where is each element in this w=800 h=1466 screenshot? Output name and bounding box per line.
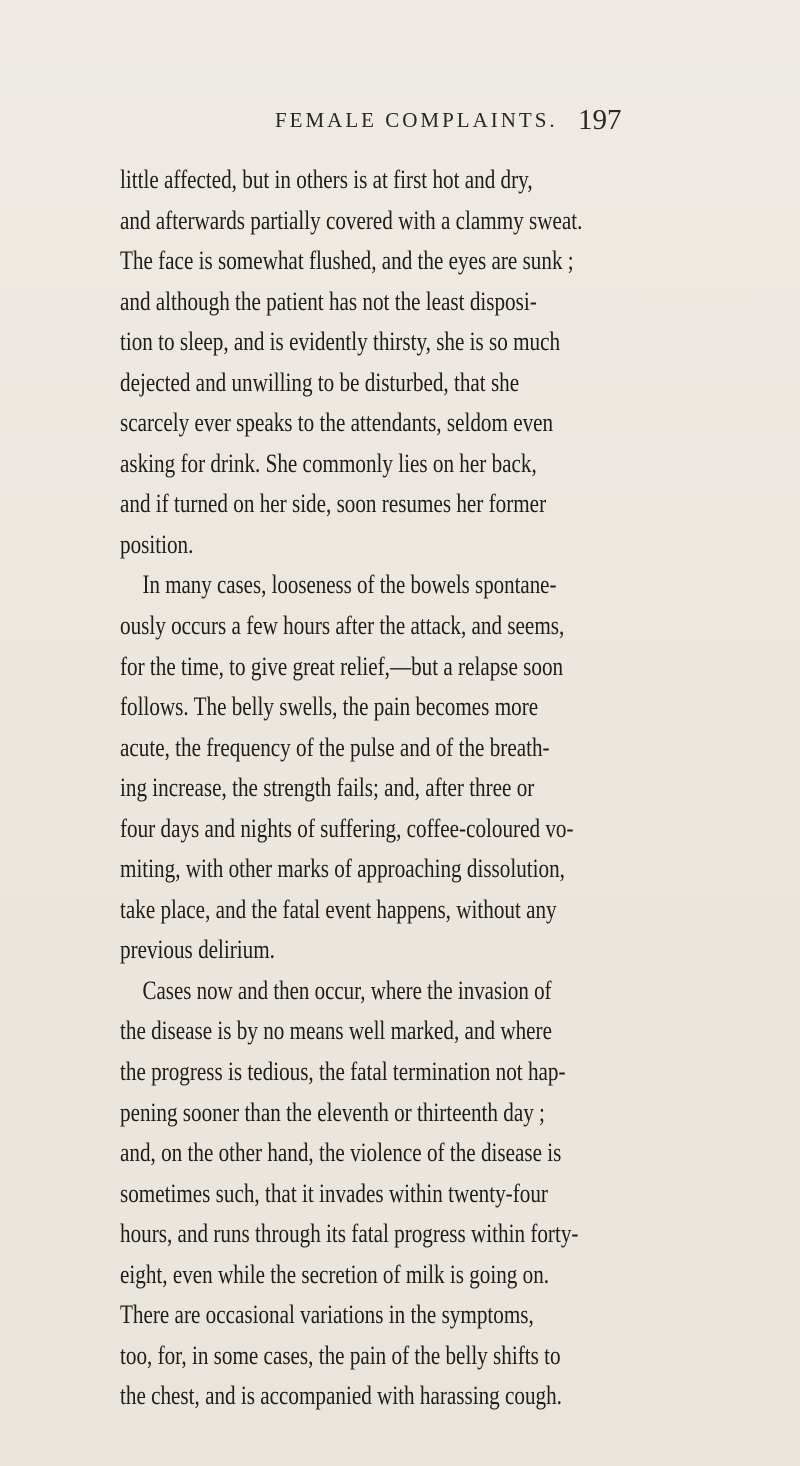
text-line: hours, and runs through its fatal progress within forty- [120, 1219, 579, 1249]
text-line: The face is somewhat flushed, and the eyes are sunk ; [120, 246, 574, 276]
text-line: ously occurs a few hours after the attack, and seems, [120, 611, 565, 641]
text-line: sometimes such, that it invades within twenty-four [120, 1178, 548, 1208]
text-line: ing increase, the strength fails; and, after three or [120, 773, 535, 803]
text-line: and afterwards partially covered with a clammy sweat. [120, 205, 583, 235]
text-line: dejected and unwilling to be disturbed, that she [120, 367, 520, 397]
text-line: four days and nights of suffering, coffee-coloured vo- [120, 813, 574, 843]
text-line: and if turned on her side, soon resumes her former [120, 489, 547, 519]
text-line: the disease is by no means well marked, and where [120, 1016, 552, 1046]
page-number: 197 [578, 104, 622, 136]
text-line: previous delirium. [120, 935, 275, 965]
text-line: and, on the other hand, the violence of the disease is [120, 1138, 562, 1168]
text-line: asking for drink. She commonly lies on her back, [120, 448, 537, 478]
text-line: pening sooner than the eleventh or thirteenth day ; [120, 1097, 545, 1127]
text-line: and although the patient has not the least disposi- [120, 286, 537, 316]
running-head-title: FEMALE COMPLAINTS. [275, 108, 558, 132]
text-line: the chest, and is accompanied with harassing cough. [120, 1381, 562, 1411]
text-line: position. [120, 529, 194, 559]
paragraph-start-line: In many cases, looseness of the bowels spontane- [142, 570, 557, 600]
body-text [120, 160, 800, 1417]
text-line: the progress is tedious, the fatal termination not hap- [120, 1057, 566, 1087]
running-head [0, 104, 800, 144]
text-line: tion to sleep, and is evidently thirsty, she is so much [120, 327, 561, 357]
paragraph-start-line: Cases now and then occur, where the invasion of [142, 975, 552, 1005]
text-line: scarcely ever speaks to the attendants, seldom even [120, 408, 554, 438]
text-line: too, for, in some cases, the pain of the belly shifts to [120, 1340, 561, 1370]
text-line: eight, even while the secretion of milk is going on. [120, 1259, 550, 1289]
text-line: acute, the frequency of the pulse and of the breath- [120, 732, 550, 762]
text-line: take place, and the fatal event happens, without any [120, 894, 557, 924]
text-line: There are occasional variations in the symptoms, [120, 1300, 534, 1330]
text-line: for the time, to give great relief,—but a relapse soon [120, 651, 564, 681]
text-line: miting, with other marks of approaching dissolution, [120, 854, 565, 884]
text-line: follows. The belly swells, the pain becomes more [120, 692, 539, 722]
text-line: little affected, but in others is at first hot and dry, [120, 165, 533, 194]
